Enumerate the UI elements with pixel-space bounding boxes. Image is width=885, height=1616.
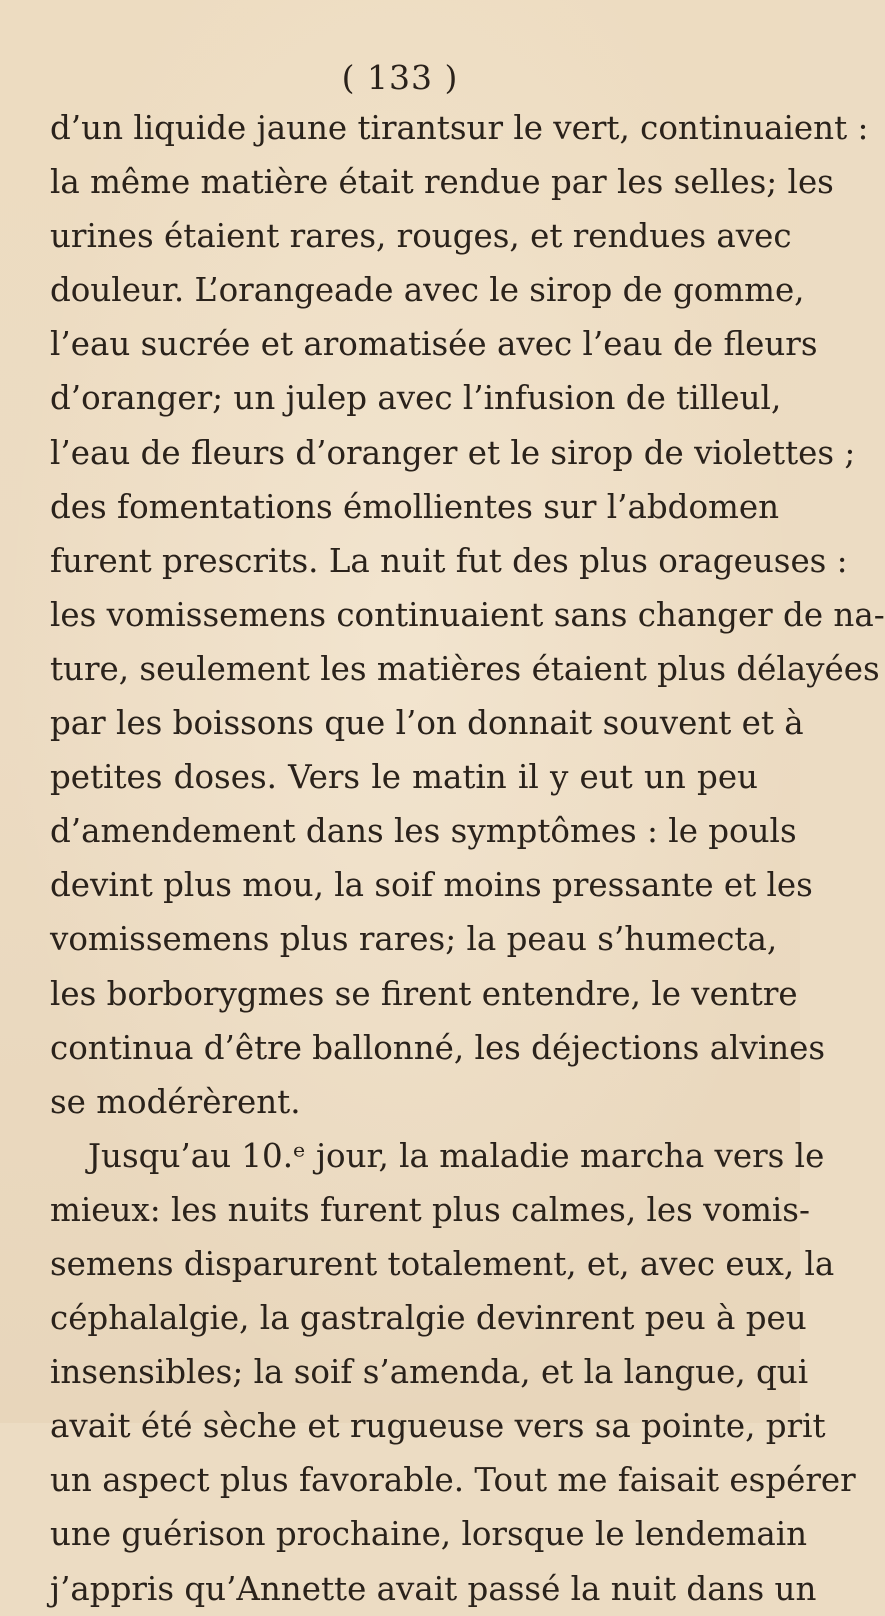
text-line: se modérèrent. bbox=[50, 1082, 301, 1121]
text-line: semens disparurent totalement, et, avec eux, la bbox=[50, 1244, 835, 1283]
text-line: l’eau sucrée et aromatisée avec l’eau de fleurs bbox=[50, 325, 818, 364]
text-line: des fomentations émollientes sur l’abdomen bbox=[50, 487, 780, 526]
text-line: par les boissons que l’on donnait souvent et à bbox=[50, 704, 804, 743]
text-line: petites doses. Vers le matin il y eut un peu bbox=[50, 758, 758, 797]
text-line: l’eau de fleurs d’oranger et le sirop de violettes ; bbox=[50, 433, 856, 472]
text-line: un aspect plus favorable. Tout me faisait espérer bbox=[50, 1461, 856, 1500]
text-line: les borborygmes se firent entendre, le ventre bbox=[50, 974, 798, 1013]
text-line: mieux: les nuits furent plus calmes, les vomis- bbox=[50, 1190, 810, 1229]
paragraph-2 bbox=[50, 1129, 856, 1616]
body-text bbox=[50, 101, 885, 1616]
text-line: furent prescrits. La nuit fut des plus orageuses : bbox=[50, 541, 848, 580]
text-line: urines étaient rares, rouges, et rendues avec bbox=[50, 217, 792, 256]
text-line: avait été sèche et rugueuse vers sa pointe, prit bbox=[50, 1407, 826, 1446]
text-line: insensibles; la soif s’amenda, et la langue, qui bbox=[50, 1353, 809, 1392]
text-line: la même matière était rendue par les selles; les bbox=[50, 163, 834, 202]
text-line: j’appris qu’Annette avait passé la nuit dans un bbox=[50, 1569, 817, 1608]
text-line: d’amendement dans les symptômes : le pouls bbox=[50, 812, 797, 851]
text-line: céphalalgie, la gastralgie devinrent peu à peu bbox=[50, 1299, 807, 1338]
text-line: une guérison prochaine, lorsque le lendemain bbox=[50, 1515, 808, 1554]
paragraph-1 bbox=[50, 101, 885, 1129]
text-line: ture, seulement les matières étaient plus délayées bbox=[50, 649, 880, 688]
text-line: continua d’être ballonné, les déjections alvines bbox=[50, 1028, 826, 1067]
page-number: ( 133 ) bbox=[341, 58, 459, 97]
text-line: d’oranger; un julep avec l’infusion de tilleul, bbox=[50, 379, 782, 418]
text-line: douleur. L’orangeade avec le sirop de gomme, bbox=[50, 271, 805, 310]
text-line: devint plus mou, la soif moins pressante et les bbox=[50, 866, 813, 905]
text-line: les vomissemens continuaient sans changer de na- bbox=[50, 595, 885, 634]
text-line: Jusqu’au 10.ᵉ jour, la maladie marcha vers le bbox=[88, 1136, 825, 1175]
text-line: vomissemens plus rares; la peau s’humecta, bbox=[50, 920, 778, 959]
text-line: d’un liquide jaune tirantsur le vert, continuaient : bbox=[50, 109, 869, 147]
